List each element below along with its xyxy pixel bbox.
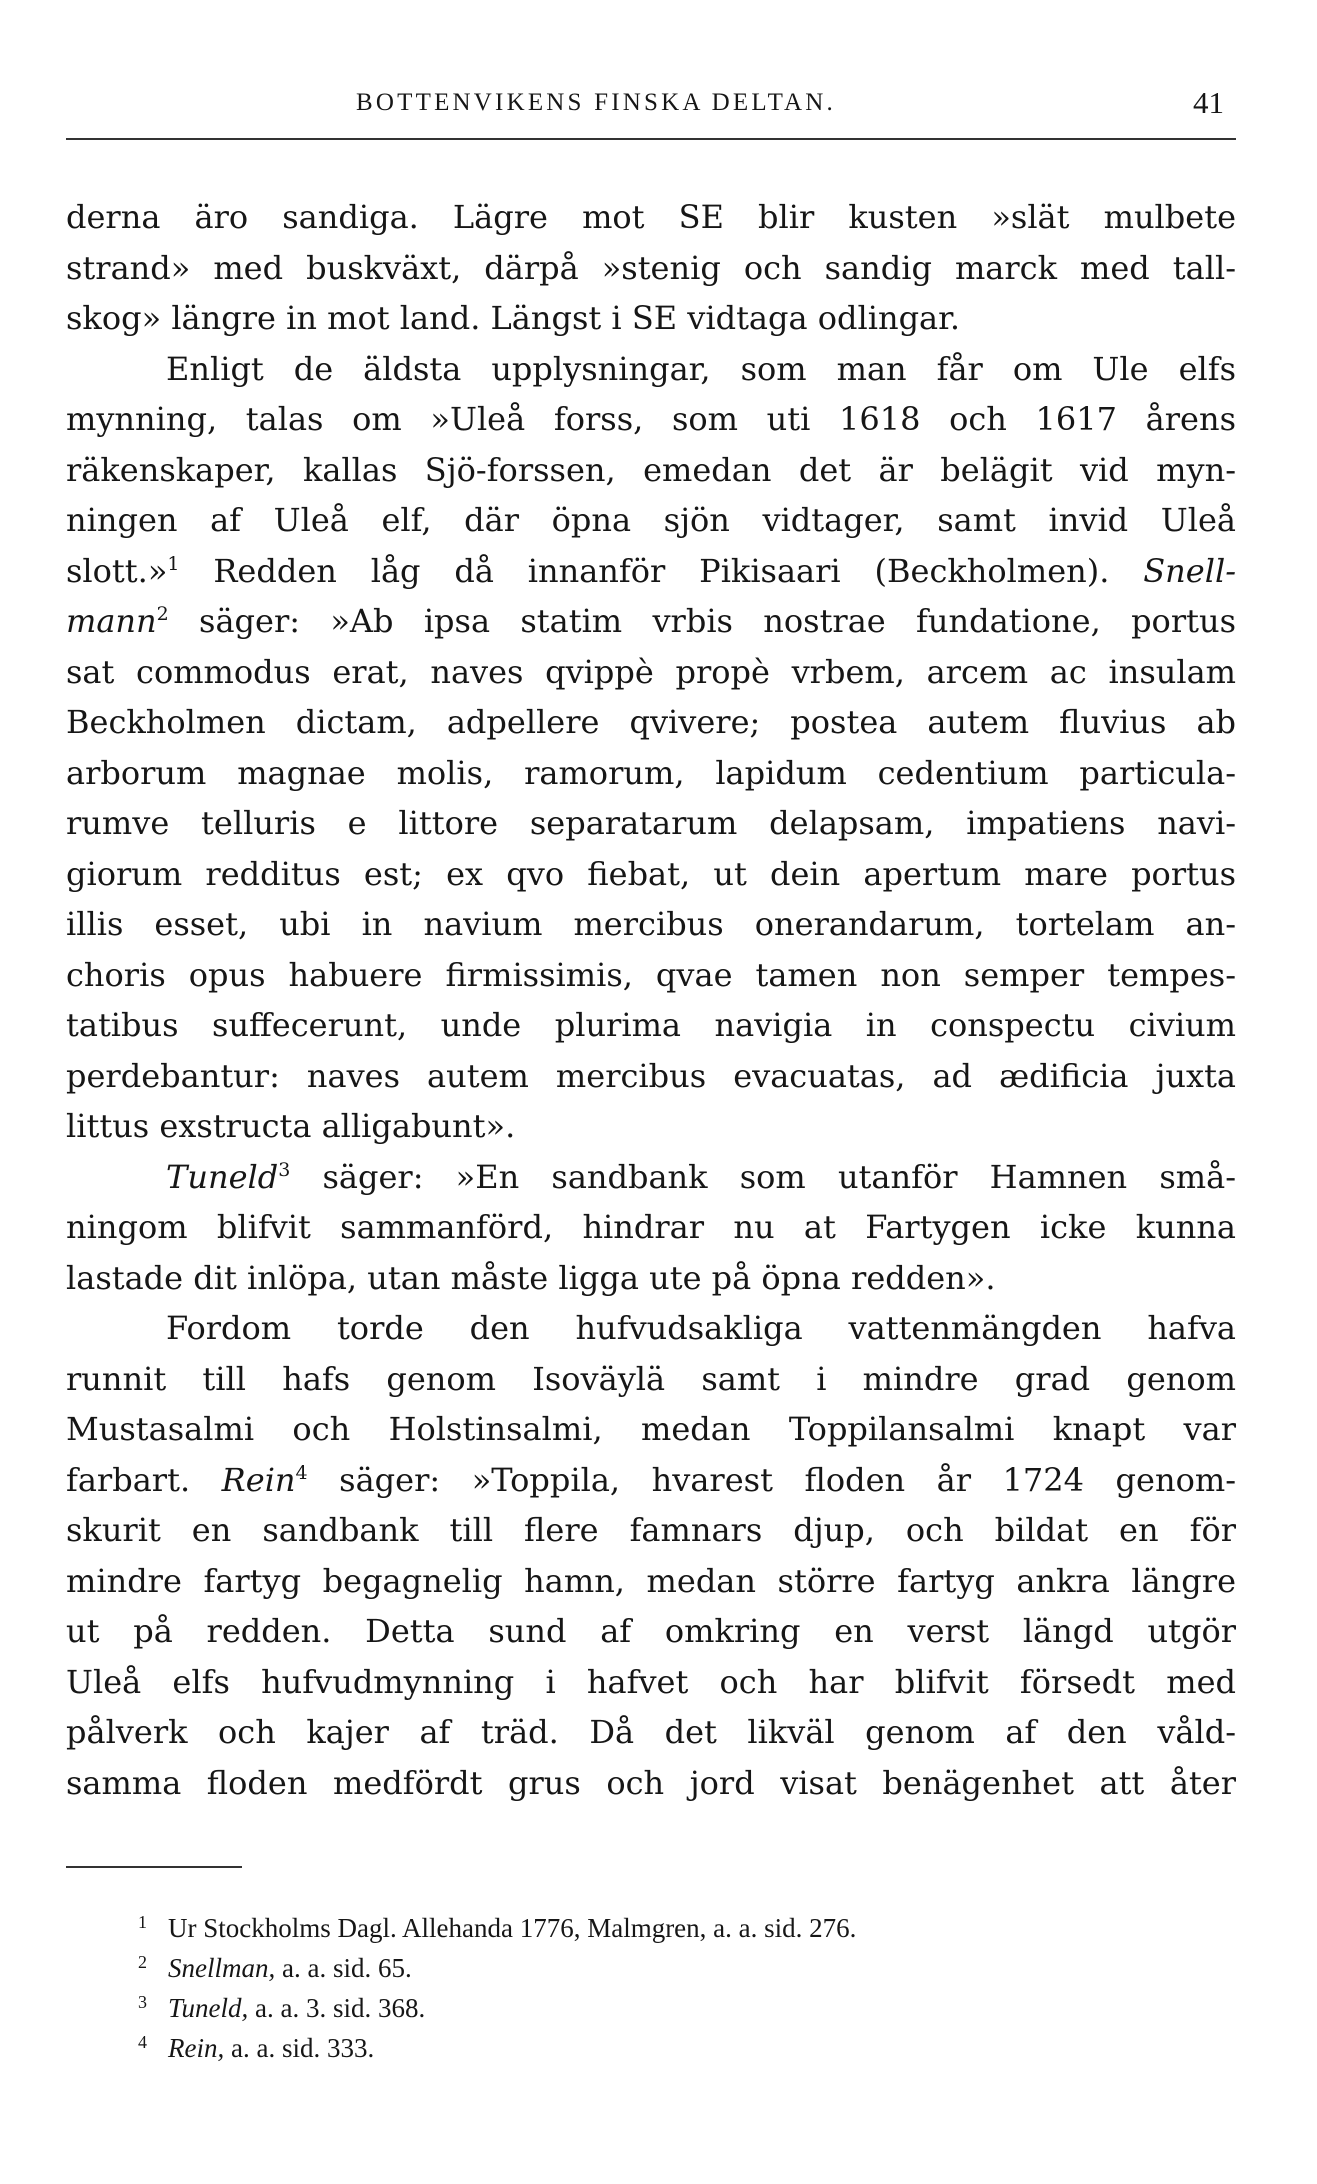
header-rule: [66, 138, 1236, 140]
text-line: Mustasalmi och Holstinsalmi, medan Toppilansalmi knapt var: [66, 1410, 1236, 1448]
text-line: räkenskaper, kallas Sjö-forssen, emedan det är belägit vid myn-: [66, 450, 1236, 489]
text-fragment: farbart.: [66, 1460, 222, 1499]
text-line: sat commodus erat, naves qvippè propè vrbem, arcem ac insulam: [66, 652, 1236, 691]
footnote: 2 Snellman, a. a. sid. 65.: [138, 1952, 412, 1983]
text-line: Uleå elfs hufvudmynning i hafvet och har blifvit försedt med: [66, 1662, 1236, 1701]
footnotes: [138, 1908, 1228, 2068]
footnote: 4 Rein, a. a. sid. 333.: [138, 2032, 375, 2063]
text-line: Fordom torde den hufvudsakliga vattenmängden hafva: [166, 1309, 1236, 1347]
footnote-author: Snellman,: [168, 1953, 276, 1983]
footnote-ref: 4: [295, 1461, 308, 1484]
text-line: rumve telluris e littore separatarum delapsam, impatiens navi-: [66, 804, 1236, 842]
text-line: strand» med buskväxt, därpå »stenig och sandig marck med tall-: [66, 248, 1236, 287]
footnote-ref: 2: [156, 603, 169, 625]
footnote-ref: 1: [167, 552, 180, 575]
body-text: [66, 192, 1236, 1808]
text-line: Enligt de äldsta upplysningar, som man får om Ule elfs: [166, 349, 1236, 388]
footnote-text: a. a. sid. 65.: [275, 1953, 412, 1983]
text-line: [66, 596, 1236, 647]
text-line: derna äro sandiga. Lägre mot SE blir kusten »slät mulbete: [66, 198, 1236, 236]
running-title: BOTTENVIKENS FINSKA DELTAN.: [356, 89, 837, 116]
text-line: [66, 546, 1236, 597]
text-line: giorum redditus est; ex qvo fiebat, ut dein apertum mare portus: [66, 854, 1236, 893]
page-header: [66, 85, 1232, 125]
text-line: ut på redden. Detta sund af omkring en verst längd utgör: [66, 1612, 1236, 1650]
text-line: samma floden medfördt grus och jord visat benägenhet att åter: [66, 1763, 1236, 1802]
text-line: arborum magnae molis, ramorum, lapidum cedentium particula-: [66, 753, 1236, 792]
footnote-author: Rein,: [168, 2033, 225, 2063]
footnote-author: Tuneld,: [168, 1993, 249, 2023]
footnote-ref: 3: [278, 1158, 291, 1181]
text-line: perdebantur: naves autem mercibus evacuatas, ad ædificia juxta: [66, 1056, 1236, 1095]
author-name: Tuneld: [166, 1157, 279, 1196]
author-name: Snell-: [1143, 551, 1236, 590]
text-fragment: slott.»: [66, 551, 168, 590]
footnote-text: a. a. 3. sid. 368.: [248, 1993, 426, 2023]
author-name: Rein: [221, 1460, 296, 1499]
text-fragment: säger: »Toppila, hvarest floden år 1724 genom-: [307, 1460, 1236, 1499]
text-line: [66, 1455, 1236, 1506]
text-line: ningom blifvit sammanförd, hindrar nu at Fartygen icke kunna: [66, 1208, 1236, 1246]
text-line: choris opus habuere firmissimis, qvae tamen non semper tempes-: [66, 955, 1236, 994]
text-line: tatibus suffecerunt, unde plurima navigia in conspectu civium: [66, 1006, 1236, 1044]
text-fragment: Redden låg då innanför Pikisaari (Beckholmen).: [179, 551, 1144, 590]
text-line: lastade dit inlöpa, utan måste ligga ute på öpna redden».: [66, 1258, 996, 1297]
text-line: skurit en sandbank till flere famnars djup, och bildat en för: [66, 1511, 1236, 1549]
footnote-text: Ur Stockholms Dagl. Allehanda 1776, Malmgren, a. a. sid. 276.: [168, 1913, 857, 1943]
footnote: 3 Tuneld, a. a. 3. sid. 368.: [138, 1992, 426, 2023]
text-line: runnit till hafs genom Isoväylä samt i mindre grad genom: [66, 1359, 1236, 1398]
text-line: ningen af Uleå elf, där öpna sjön vidtager, samt invid Uleå: [66, 501, 1236, 539]
footnote-text: a. a. sid. 333.: [224, 2033, 375, 2063]
page-number: 41: [1193, 85, 1224, 120]
text-line: skog» längre in mot land. Längst i SE vidtaga odlingar.: [66, 299, 961, 337]
text-line: illis esset, ubi in navium mercibus onerandarum, tortelam an-: [66, 905, 1236, 943]
text-line: [66, 1152, 1236, 1203]
footnote: 1 Ur Stockholms Dagl. Allehanda 1776, Malmgren, a. a. sid. 276.: [138, 1912, 857, 1943]
text-line: mindre fartyg begagnelig hamn, medan större fartyg ankra längre: [66, 1561, 1236, 1600]
footnote-rule: [66, 1866, 242, 1868]
text-fragment: säger: »En sandbank som utanför Hamnen små-: [290, 1157, 1236, 1196]
text-line: littus exstructa alligabunt».: [66, 1107, 516, 1145]
text-fragment: säger: »Ab ipsa statim vrbis nostrae fundatione, portus: [168, 602, 1236, 640]
text-line: mynning, talas om »Uleå forss, som uti 1618 och 1617 årens: [66, 400, 1236, 438]
text-line: pålverk och kajer af träd. Då det likväl genom af den våld-: [66, 1713, 1236, 1751]
text-line: Beckholmen dictam, adpellere qvivere; postea autem fluvius ab: [66, 703, 1236, 741]
author-name: mann: [66, 602, 157, 640]
